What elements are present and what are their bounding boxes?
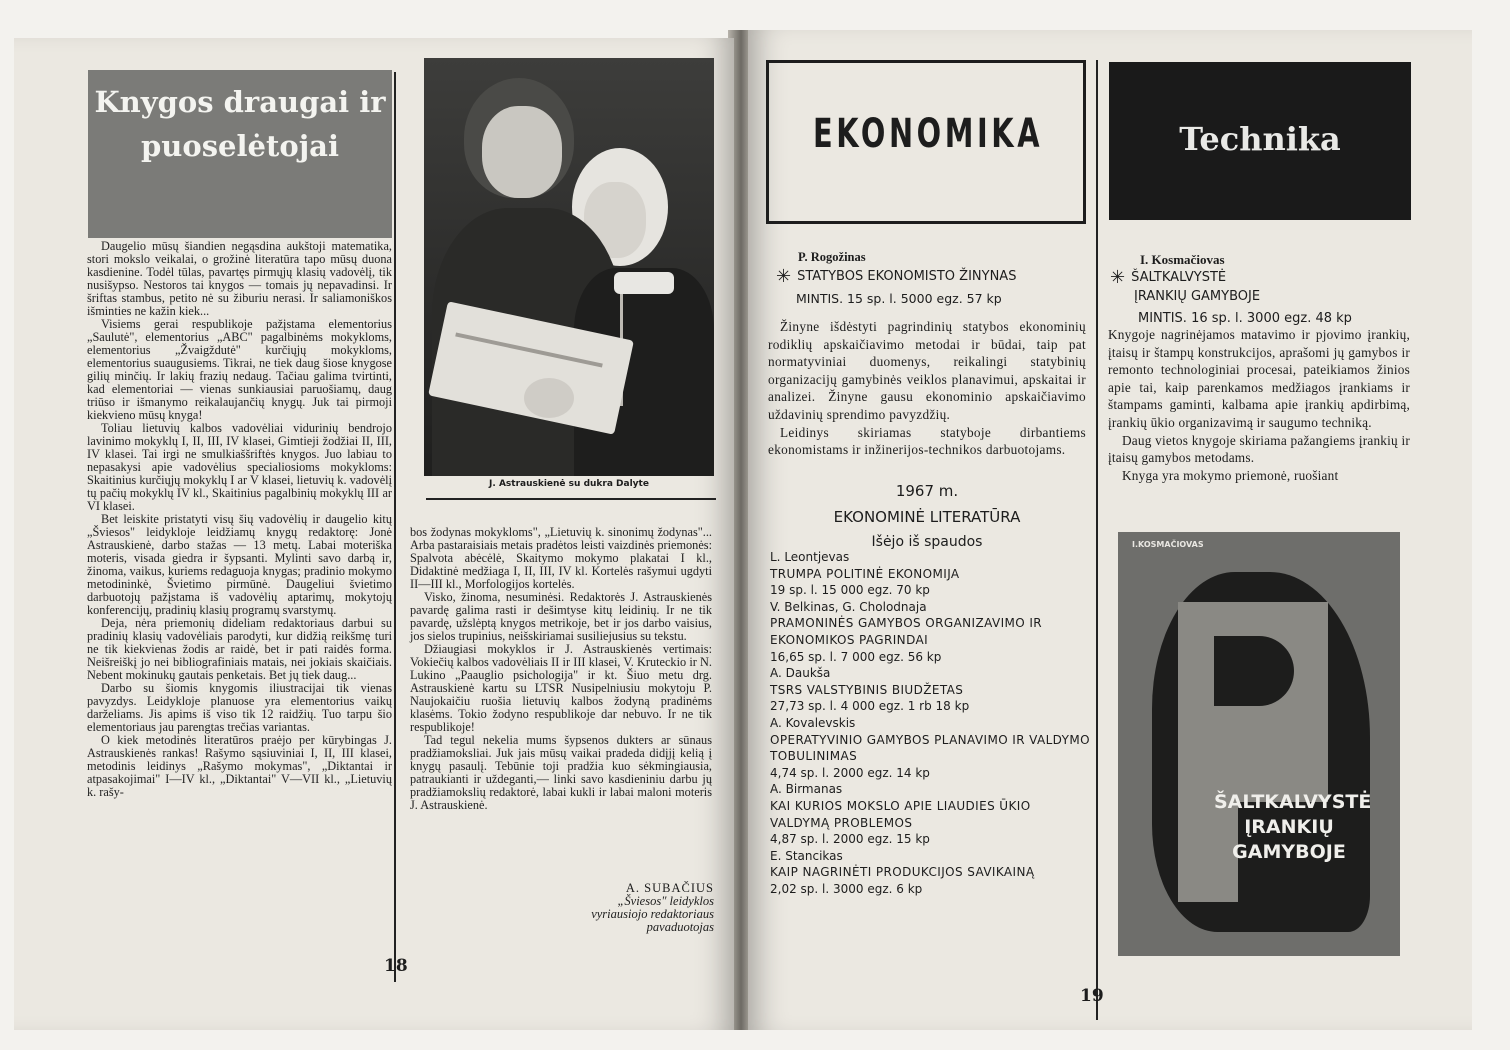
page-number: 18: [384, 956, 408, 976]
paragraph: Daug vietos knygoje skiriama pažangiems įrankių ir įtaisų gamybos metodams.: [1108, 432, 1410, 466]
list-item: [770, 715, 1090, 781]
list-item: [770, 599, 1090, 665]
ekonomika-header-box: [766, 60, 1086, 224]
list-item: [770, 848, 1090, 898]
technika-header-box: [1109, 62, 1411, 220]
book-title-line-2: ĮRANKIŲ GAMYBOJE: [1134, 289, 1261, 304]
book-publication: 27,73 sp. l. 4 000 egz. 1 rb 18 kp: [770, 699, 970, 714]
photo-caption: J. Astrauskienė su dukra Dalyte: [489, 479, 649, 489]
paragraph: Darbo su šiomis knygomis iliustracijai tik vienas pavyzdys. Leidykloje planuose yra elementorius vaikų darželiams. Jis apims iš viso tik 12 raidžių. Tuo tarpu šio elementoriaus jau parengtas trečias variantas.: [87, 681, 392, 734]
technika-title: Technika: [1179, 120, 1341, 158]
cover-title-line: ŠALTKALVYSTĖ: [1214, 791, 1372, 813]
book-title: OPERATYVINIO GAMYBOS PLANAVIMO IR VALDYMO TOBULINIMAS: [770, 732, 1090, 764]
literature-list: [770, 549, 1090, 897]
portrait-photo: [424, 58, 714, 476]
book-title: TSRS VALSTYBINIS BIUDŽETAS: [770, 682, 964, 697]
book-title: STATYBOS EKONOMISTO ŽINYNAS: [797, 269, 1017, 284]
literature-heading: EKONOMINĖ LITERATŪRA: [833, 508, 1021, 526]
book-title: KAI KURIOS MOKSLO APIE LIAUDIES ŪKIO VALDYMĄ PROBLEMOS: [770, 798, 1031, 830]
paragraph: Deja, nėra priemonių dideliam redaktoriaus darbui su pradinių klasių vadovėliais parodyti, kur didžią reikšmę turi ne tik kiekvienas žodis ar raidė, bet ir pati raidės forma. Neišreiškį jo nei bibliografiniais matais, nei jokiais skaičiais. Nebent mokinukų gautais penketais. Bet jų tiek daug...: [87, 616, 392, 682]
book-author: L. Leontjevas: [770, 550, 850, 564]
book-cover-image: [1118, 532, 1400, 956]
paragraph: bos žodynas mokykloms", „Lietuvių k. sinonimų žodynas"... Arba pastaraisiais metais pradėtos leisti vaizdinės priemonės: Spalvota abėcėlė, Skaitymo mokymo plakatai I kl., Didaktinė medžiaga I, II, III, IV kl. Kortelės rašymui ugdyti II—III kl., Morfologijos kortelės.: [410, 525, 712, 591]
book-publication: 4,74 sp. l. 2000 egz. 14 kp: [770, 765, 930, 780]
paragraph: Daugelio mūsų šiandien negąsdina aukštoji matematika, stori mokslo veikalai, o grožinė literatūra tapo mūsų duona kasdienine. Todėl tūlas, pavartęs pirmųjų klasių vadovėlį, tik nusišypso. Nestoros tai knygos — tomais jų nepavadinsi. Ir šriftas stambus, petito nė su žiburiu nerasi. Ir saliamoniškos išminties ne kažin kiek...: [87, 239, 392, 318]
article-column-1: [87, 240, 392, 799]
asterisk-icon: ✳: [776, 266, 792, 287]
book-publication: 19 sp. l. 15 000 egz. 70 kp: [770, 583, 930, 598]
book-publication: 4,87 sp. l. 2000 egz. 15 kp: [770, 832, 930, 847]
paragraph: Knygoje nagrinėjamos matavimo ir pjovimo įrankių, įtaisų ir štampų konstrukcijos, aprašomi jų gamybos ir remonto technologiniai procesai, pateikiamos žinios apie tai, kaip parenkamos medžiagos įrankiams ir štampams gaminti, kalbama apie įrankių apdirbimą, įrankių ūkio organizavimą ir saugumo techniką.: [1108, 327, 1410, 430]
book-author: E. Stancikas: [770, 848, 843, 863]
book-title: ŠALTKALVYSTĖ: [1131, 270, 1227, 285]
paragraph: Visko, žinoma, nesuminėsi. Redaktorės J. Astrauskienės pavardę galima rasti ir dešimtyse kitų leidinių. Ir ne tik pavardę, užslėptą knygos metrikoje, bet ir jos darbo vaisius, jos sielos trupinius, neišskiriamai susiliejusius su tekstu.: [410, 590, 712, 643]
paragraph: Leidinys skiriamas statyboje dirbantiems ekonomistams ir inžinerijos-technikos darbuotojams.: [768, 424, 1086, 458]
left-page: [14, 38, 734, 1030]
paragraph: Visiems gerai respublikoje pažįstama elementorius „Saulutė", elementorius „ABC" pagalbinėms mokykloms, elementorius „Žvaigždutė" kurčiųjų mokykloms, elementorius suaugusiems. Tikrai, ne tiek daug šiose knygose gilių minčių. Ir lakių frazių nedaug. Tačiau galima tvirtinti, kad elementoriai — vienas sunkiausiai paruošiamų, daug triūso ir išmanymo reikalaujančių knygų. Juk tai pirmoji kiekvieno mūsų knyga!: [87, 317, 392, 422]
book-title: TRUMPA POLITINĖ EKONOMIJA: [770, 566, 960, 581]
cover-title-line: ĮRANKIŲ: [1244, 816, 1334, 838]
signature-line: pavaduotojas: [646, 920, 714, 934]
cover-author: I.KOSMAČIOVAS: [1132, 540, 1204, 549]
book-author: A. Kovalevskis: [770, 715, 856, 730]
book-author: A. Daukša: [770, 666, 831, 681]
book-description: [1108, 326, 1410, 484]
column-rule: [1096, 60, 1098, 1020]
book-publication: MINTIS. 15 sp. l. 5000 egz. 57 kp: [796, 291, 1002, 306]
paragraph: Tad tegul nekelia mums šypsenos dukters ar sūnaus pradžiamoksliai. Juk jais mūsų vaikai pradeda didįjį kelią į knygų pasaulį. Tebūnie toji pradžia kuo sėkmingiausia, patraukianti ir uždeganti,— linki savo kasdieniniu darbu jų pradžiamokslių redaktorė, labai kukli ir labai maloni moteris J. Astrauskienė.: [410, 733, 712, 812]
book-title: KAIP NAGRINĖTI PRODUKCIJOS SAVIKAINĄ: [770, 865, 1035, 880]
signature-line: vyriausiojo redaktoriaus: [591, 907, 714, 921]
cover-letter-hole: [1214, 636, 1294, 706]
literature-year: 1967 m.: [895, 482, 959, 500]
cover-title-line: GAMYBOJE: [1232, 841, 1346, 863]
paragraph: Džiaugiasi mokyklos ir J. Astrauskienės vertimais: Vokiečių kalbos vadovėliais II ir III klasei, V. Kruteckio ir N. Lukino „Paauglio psichologija" ir kt. Šiuo metu drg. Astrauskienė kartu su LTSR Nusipelniusiu mokytoju P. Naujokaičiu ruošia lietuvių kalbos žodyną pradinėms klasėms. Tokio žodyno respublikoje dar nebuvo. Ir ne tik respublikoje!: [410, 642, 712, 734]
signature-line: „Šviesos" leidyklos: [617, 894, 714, 908]
list-item: [770, 549, 1090, 599]
book-title: PRAMONINĖS GAMYBOS ORGANIZAVIMO IR EKONOMIKOS PAGRINDAI: [770, 616, 1042, 647]
book-author: A. Birmanas: [770, 782, 843, 797]
list-item: [770, 781, 1090, 847]
book-description: [768, 318, 1086, 459]
ekonomika-title: EKONOMIKA: [812, 111, 1044, 157]
paragraph: Knyga yra mokymo priemonė, ruošiant: [1122, 467, 1339, 483]
book-author: V. Belkinas, G. Cholodnaja: [770, 599, 927, 614]
signature-name: A. SUBAČIUS: [625, 881, 714, 895]
book-title-row: [776, 268, 1016, 285]
book-publication: MINTIS. 16 sp. l. 3000 egz. 48 kp: [1138, 311, 1352, 326]
right-page: [748, 30, 1472, 1030]
list-item: [770, 665, 1090, 715]
author-signature: [534, 882, 714, 934]
cover-title: [1214, 790, 1372, 865]
book-author: P. Rogožinas: [798, 250, 866, 264]
paragraph: Toliau lietuvių kalbos vadovėliai vidurinių bendrojo lavinimo mokyklų I, II, III, IV klasei, Gimtieji žodžiai II, III, IV klasei. Tai irgi ne smulkiaššriftės knygos. Juo labiau to nepasakysi apie vadovėlius specialiosioms mokykloms: Skaitinius kurčiųjų mokyklų I ar V klasei, lietuvių k. vadovėlį tų pačių mokyklų IV kl., Skaitinius pagalbinių mokyklų III ar VI klasei.: [87, 421, 392, 513]
book-author: I. Kosmačiovas: [1140, 252, 1225, 267]
paragraph: Bet leiskite pristatyti visų šių vadovėlių ir daugelio kitų „Šviesos" leidykloje leidžiamų knygų redaktorę: Jonė Astrauskienė, darbo stažas — 13 metų. Labai moteriška moteris, visada giedra ir šypsanti. Mylinti savo darbą ir, žinoma, vaikus, kuriems redaguoja knygas; pradinio mokymo metodininkė, Švietimo pirmūnė. Daugeliui švietimo darbuotojų pažįstama iš vadovėlių aptarimų, mokytojų konferencijų, pradinių klasių programų svarstymų.: [87, 512, 392, 617]
book-publication: 16,65 sp. l. 7 000 egz. 56 kp: [770, 649, 942, 664]
paragraph: O kiek metodinės literatūros praėjo per kūrybingas J. Astrauskienės rankas! Rašymo sąsiuviniai I, II, III klasei, metodinis leidinys „Rašymo mokymas", „Diktantai ir atpasakojimai" I—IV kl., „Diktantai" V—VII kl., „Lietuvių k. rašy-: [87, 733, 392, 799]
article-column-2: [410, 526, 712, 812]
book-publication: 2,02 sp. l. 3000 egz. 6 kp: [770, 881, 923, 896]
caption-rule: [426, 498, 716, 500]
book-title-row: [1110, 269, 1226, 286]
literature-subheading: Išėjo iš spaudos: [871, 534, 983, 550]
paragraph: Žinyne išdėstyti pagrindinių statybos ekonominių rodiklių apskaičiavimo metodai ir būdai, taip pat normatyviniai duomenys, reikalingi statybinių organizacijų gamybinės veiklos planavimui, apskaitai ir analizei. Žinyne gausu ekonominio apskaičiavimo uždavinių sprendimo pavyzdžių.: [768, 319, 1086, 422]
asterisk-icon: ✳: [1110, 267, 1126, 288]
article-title: Knygos draugai ir puoselėtojai: [94, 85, 386, 163]
page-number: 19: [1080, 986, 1104, 1006]
article-header-box: [88, 70, 392, 238]
column-rule: [394, 72, 396, 982]
